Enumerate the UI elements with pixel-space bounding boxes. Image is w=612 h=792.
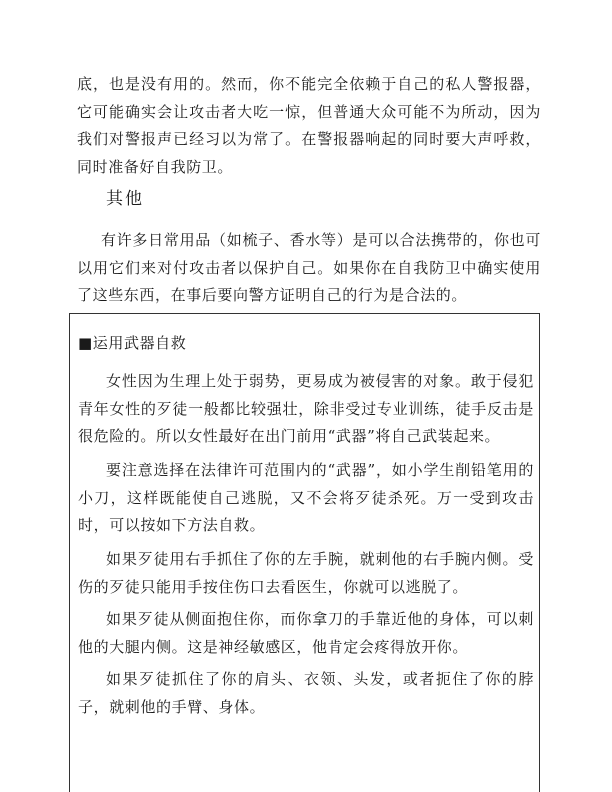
box-paragraph: 女性因为生理上处于弱势，更易成为被侵害的对象。敢于侵犯青年女性的歹徒一般都比较强壮，除非受过专业训练，徒手反击是很危险的。所以女性最好在出门前用“武器”将自己武装起来。 — [78, 372, 534, 445]
box-paragraph: 如果歹徒从侧面抱住你，而你拿刀的手靠近他的身体，可以刺他的大腿内侧。这是神经敏感区，他肯定会疼得放开你。 — [78, 610, 534, 656]
section-paragraph: 有许多日常用品（如梳子、香水等）是可以合法携带的，你也可以用它们来对付攻击者以保护自己。如果你在自我防卫中确实使用了这些东西，在事后要向警方证明自己的行为是合法的。 — [77, 231, 541, 304]
intro-paragraph: 底，也是没有用的。然而，你不能完全依赖于自己的私人警报器，它可能确实会让攻击者大吃一惊，但普通大众可能不为所动，因为我们对警报声已经习以为常了。在警报器响起的同时要大声呼救，同时准备好自我防卫。 — [77, 75, 541, 176]
box-title: ■运用武器自救 — [78, 334, 187, 352]
section-heading: 其他 — [106, 189, 144, 209]
box-paragraph: 如果歹徒抓住了你的肩头、衣领、头发，或者扼住了你的脖子，就刺他的手臂、身体。 — [78, 670, 534, 716]
box-paragraph: 要注意选择在法律许可范围内的“武器”，如小学生削铅笔用的小刀，这样既能使自己逃脱，又不会将歹徒杀死。万一受到攻击时，可以按如下方法自救。 — [78, 461, 534, 534]
box-paragraph: 如果歹徒用右手抓住了你的左手腕，就刺他的右手腕内侧。受伤的歹徒只能用手按住伤口去看医生，你就可以逃脱了。 — [78, 550, 534, 596]
sidebar-box — [69, 313, 540, 792]
